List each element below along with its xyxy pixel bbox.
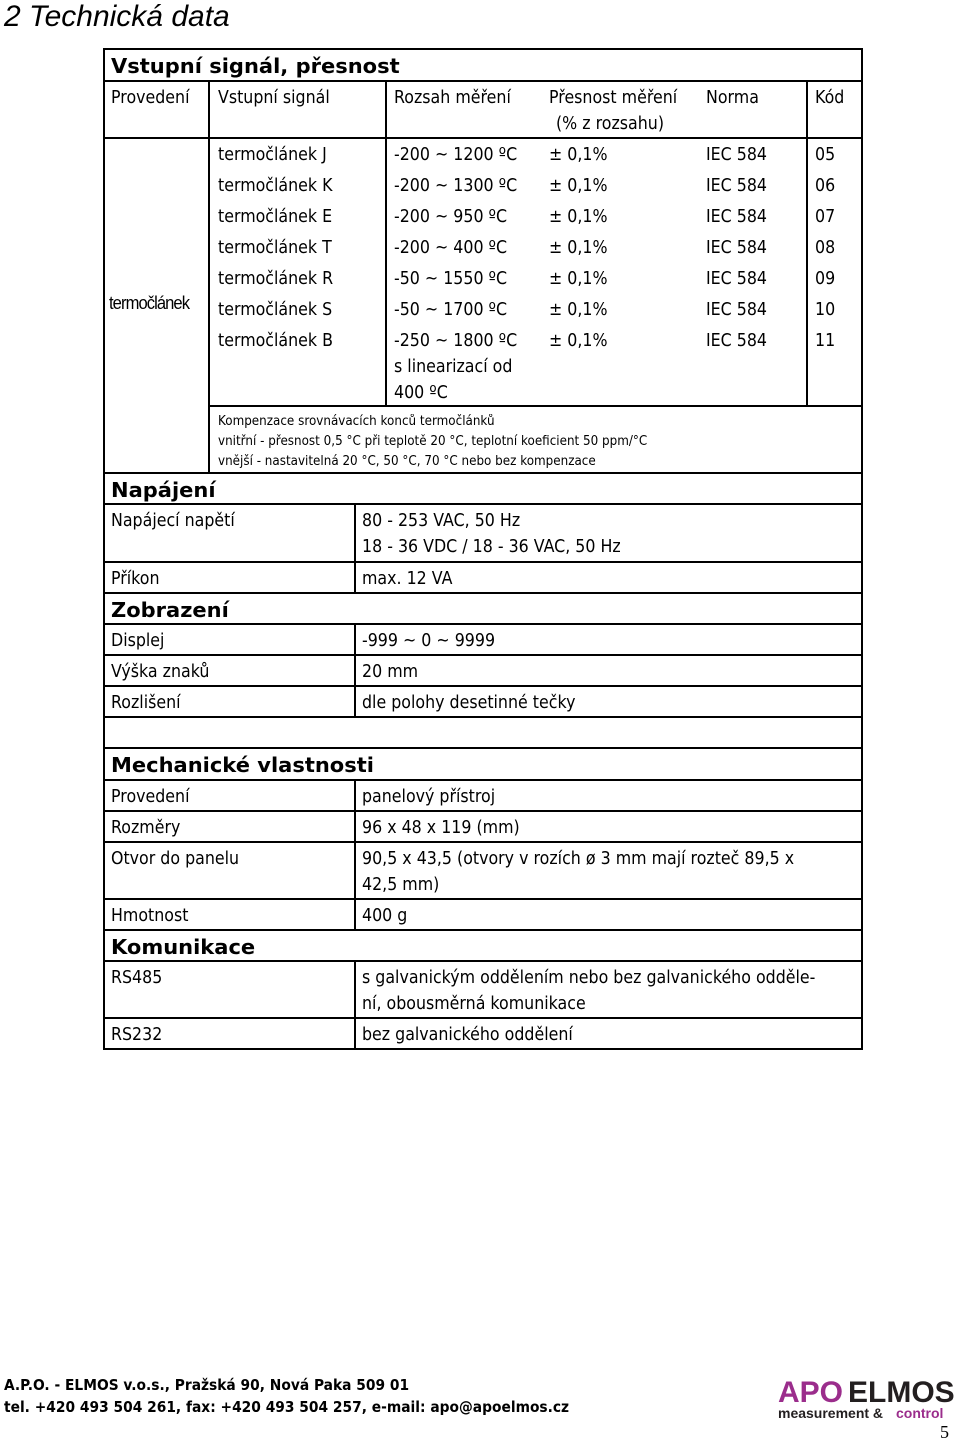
table-rule	[103, 137, 863, 139]
cell-code: 11	[815, 330, 836, 351]
label-char-height: Výška znaků	[111, 661, 210, 682]
compensation-title: Kompenzace srovnávacích konců termočlánků	[218, 414, 495, 429]
header-provedeni: Provedení	[111, 87, 190, 108]
label-consumption: Příkon	[111, 568, 160, 589]
value-rs485-2: ní, obousměrná komunikace	[362, 993, 586, 1014]
table-rule	[103, 654, 863, 656]
cell-code: 07	[815, 206, 836, 227]
table-rule	[354, 960, 356, 1050]
page-heading: 2 Technická data	[4, 0, 230, 33]
label-rs232: RS232	[111, 1024, 163, 1045]
table-rule	[103, 810, 863, 812]
value-weight: 400 g	[362, 905, 408, 926]
page-number: 5	[940, 1422, 949, 1442]
table-rule	[806, 80, 808, 407]
cell-range: -200 ~ 950 ºC	[394, 206, 508, 227]
table-rule	[208, 405, 863, 407]
section-title-communication: Komunikace	[111, 935, 256, 959]
table-rule	[103, 841, 863, 843]
value-consumption: max. 12 VA	[362, 568, 453, 589]
compensation-internal: vnitřní - přesnost 0,5 °C při teplotě 20 °C, teplotní koeficient 50 ppm/°C	[218, 434, 648, 449]
cell-range-line3: 400 ºC	[394, 382, 448, 403]
table-rule	[103, 716, 863, 718]
group-label-thermocouple: termočlánek	[109, 293, 190, 313]
value-panel-cutout-2: 42,5 mm)	[362, 874, 440, 895]
table-rule	[103, 960, 863, 962]
table-rule	[208, 80, 210, 473]
logo-tagline-measurement: measurement &	[778, 1405, 884, 1421]
compensation-external: vnější - nastavitelná 20 °C, 50 °C, 70 °C nebo bez kompenzace	[218, 454, 596, 469]
value-voltage-1: 80 - 253 VAC, 50 Hz	[362, 510, 521, 531]
cell-accuracy: ± 0,1%	[549, 299, 608, 320]
cell-range: -200 ~ 400 ºC	[394, 237, 508, 258]
label-voltage: Napájecí napětí	[111, 510, 235, 531]
cell-accuracy: ± 0,1%	[549, 268, 608, 289]
cell-signal: termočlánek K	[218, 175, 333, 196]
logo-graphic	[778, 1376, 960, 1422]
table-rule	[103, 592, 863, 594]
table-border	[103, 48, 105, 718]
header-norm: Norma	[706, 87, 759, 108]
cell-accuracy: ± 0,1%	[549, 144, 608, 165]
cell-signal: termočlánek J	[218, 144, 327, 165]
cell-norm: IEC 584	[706, 299, 768, 320]
cell-norm: IEC 584	[706, 268, 768, 289]
table-rule	[103, 747, 863, 749]
cell-accuracy: ± 0,1%	[549, 330, 608, 351]
cell-range: -200 ~ 1200 ºC	[394, 144, 518, 165]
footer-contact: tel. +420 493 504 261, fax: +420 493 504 257, e-mail: apo@apoelmos.cz	[4, 1398, 570, 1416]
logo-tagline-control: control	[896, 1405, 944, 1421]
footer-address: A.P.O. - ELMOS v.o.s., Pražská 90, Nová Paka 509 01	[4, 1376, 410, 1394]
label-weight: Hmotnost	[111, 905, 189, 926]
cell-code: 06	[815, 175, 836, 196]
value-panel-cutout-1: 90,5 x 43,5 (otvory v rozích ø 3 mm mají rozteč 89,5 x	[362, 848, 795, 869]
label-dimensions: Rozměry	[111, 817, 181, 838]
header-accuracy: Přesnost měření	[549, 87, 678, 108]
cell-norm: IEC 584	[706, 237, 768, 258]
cell-range: -200 ~ 1300 ºC	[394, 175, 518, 196]
cell-code: 09	[815, 268, 836, 289]
cell-range: -50 ~ 1700 ºC	[394, 299, 508, 320]
table-border	[861, 48, 863, 718]
table-rule	[385, 80, 387, 407]
company-logo	[778, 1376, 960, 1422]
table-border	[103, 716, 105, 1050]
logo-text-apo: APO	[778, 1376, 844, 1409]
table-rule	[103, 685, 863, 687]
cell-signal: termočlánek B	[218, 330, 333, 351]
label-resolution: Rozlišení	[111, 692, 181, 713]
value-rs232: bez galvanického oddělení	[362, 1024, 573, 1045]
table-rule	[354, 503, 356, 592]
table-rule	[103, 561, 863, 563]
cell-signal: termočlánek E	[218, 206, 333, 227]
section-title-input-signal: Vstupní signál, přesnost	[111, 54, 400, 78]
cell-norm: IEC 584	[706, 330, 768, 351]
cell-signal: termočlánek S	[218, 299, 333, 320]
label-display: Displej	[111, 630, 165, 651]
table-rule	[103, 472, 863, 474]
cell-code: 10	[815, 299, 836, 320]
value-resolution: dle polohy desetinné tečky	[362, 692, 576, 713]
label-panel-cutout: Otvor do panelu	[111, 848, 240, 869]
value-dimensions: 96 x 48 x 119 (mm)	[362, 817, 520, 838]
table-rule	[103, 1048, 863, 1050]
header-range: Rozsah měření	[394, 87, 511, 108]
table-rule	[103, 48, 863, 50]
header-code: Kód	[815, 87, 845, 108]
cell-code: 05	[815, 144, 836, 165]
table-rule	[103, 623, 863, 625]
cell-signal: termočlánek T	[218, 237, 332, 258]
cell-accuracy: ± 0,1%	[549, 175, 608, 196]
table-rule	[103, 898, 863, 900]
cell-signal: termočlánek R	[218, 268, 334, 289]
cell-accuracy: ± 0,1%	[549, 237, 608, 258]
cell-accuracy: ± 0,1%	[549, 206, 608, 227]
table-border	[861, 716, 863, 1050]
cell-norm: IEC 584	[706, 144, 768, 165]
table-rule	[354, 623, 356, 718]
logo-text-elmos: ELMOS	[848, 1376, 955, 1409]
label-rs485: RS485	[111, 967, 163, 988]
table-rule	[103, 80, 863, 82]
header-accuracy-note: (% z rozsahu)	[556, 113, 665, 134]
section-title-display: Zobrazení	[111, 598, 229, 622]
cell-norm: IEC 584	[706, 175, 768, 196]
table-rule	[103, 1017, 863, 1019]
value-voltage-2: 18 - 36 VDC / 18 - 36 VAC, 50 Hz	[362, 536, 621, 557]
value-rs485-1: s galvanickým oddělením nebo bez galvanického odděle-	[362, 967, 816, 988]
value-char-height: 20 mm	[362, 661, 419, 682]
label-design: Provedení	[111, 786, 190, 807]
table-rule	[103, 503, 863, 505]
cell-code: 08	[815, 237, 836, 258]
header-signal: Vstupní signál	[218, 87, 330, 108]
cell-range: -50 ~ 1550 ºC	[394, 268, 508, 289]
value-display: -999 ~ 0 ~ 9999	[362, 630, 496, 651]
table-rule	[354, 779, 356, 930]
section-title-power: Napájení	[111, 478, 216, 502]
cell-norm: IEC 584	[706, 206, 768, 227]
cell-range: -250 ~ 1800 ºC	[394, 330, 518, 351]
section-title-mechanical: Mechanické vlastnosti	[111, 753, 374, 777]
cell-range-line2: s linearizací od	[394, 356, 513, 377]
table-rule	[103, 779, 863, 781]
value-design: panelový přístroj	[362, 786, 496, 807]
table-rule	[103, 929, 863, 931]
